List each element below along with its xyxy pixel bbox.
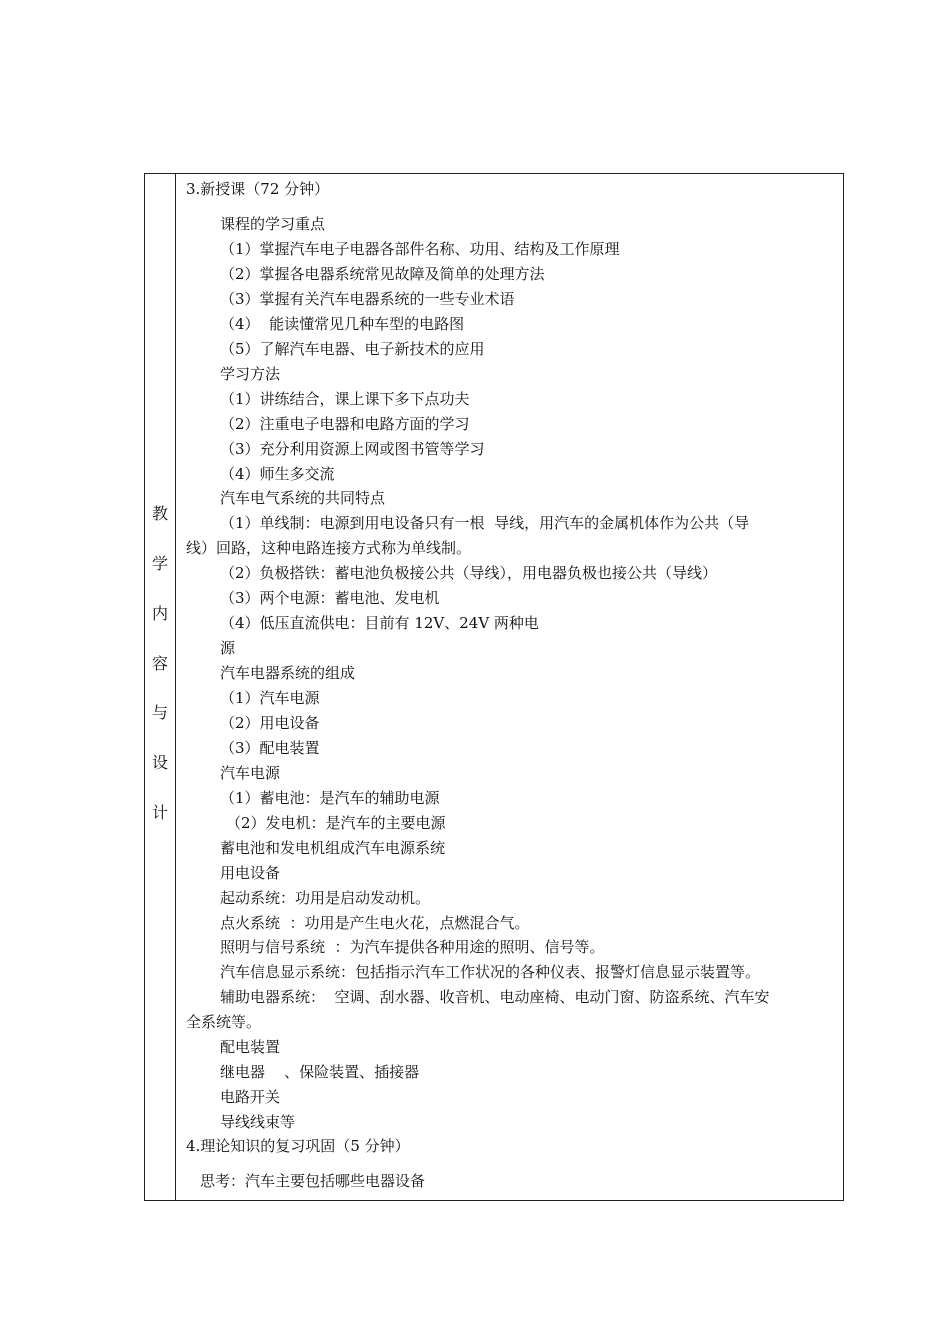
paragraph: 照明与信号系统 ：为汽车提供各种用途的照明、信号等。 <box>220 938 605 956</box>
list-item: （4） 能读懂常见几种车型的电路图 <box>220 315 465 333</box>
list-item-continued: 源 <box>220 639 236 657</box>
paragraph: 点火系统 ：功用是产生电火花，点燃混合气。 <box>220 914 530 932</box>
paragraph: 导线线束等 <box>220 1113 296 1131</box>
heading: 配电装置 <box>220 1038 281 1056</box>
list-item: （1）掌握汽车电子电器各部件名称、功用、结构及工作原理 <box>220 240 620 258</box>
list-item: （1）单线制：电源到用电设备只有一根 导线，用汽车的金属机体作为公共（导 <box>220 514 750 532</box>
paragraph: 辅助电器系统： 空调、刮水器、收音机、电动座椅、电动门窗、防盗系统、汽车安 <box>220 988 770 1006</box>
heading: 课程的学习重点 <box>220 215 326 233</box>
paragraph: 汽车信息显示系统：包括指示汽车工作状况的各种仪表、报警灯信息显示装置等。 <box>220 963 761 981</box>
list-item: （2）负极搭铁：蓄电池负极接公共（导线），用电器负极也接公共（导线） <box>220 564 718 582</box>
paragraph: 蓄电池和发电机组成汽车电源系统 <box>220 839 446 857</box>
list-item: （1）讲练结合，课上课下多下点功夫 <box>220 390 470 408</box>
list-item: （3）配电装置 <box>220 739 320 757</box>
side-label-char: 内 <box>151 604 168 623</box>
thinking-question: 思考：汽车主要包括哪些电器设备 <box>200 1172 426 1190</box>
list-item: （1）蓄电池：是汽车的辅助电源 <box>220 789 440 807</box>
heading: 汽车电器系统的组成 <box>220 664 356 682</box>
list-item: （3）两个电源：蓄电池、发电机 <box>220 589 440 607</box>
list-item: （3）充分利用资源上网或图书管等学习 <box>220 440 485 458</box>
heading: 汽车电源 <box>220 764 281 782</box>
list-item: （2）用电设备 <box>220 714 320 732</box>
list-item: （4）低压直流供电：目前有 12V、24V 两种电 <box>220 614 539 632</box>
content-cell <box>176 174 843 1200</box>
list-item: （2）掌握各电器系统常见故障及简单的处理方法 <box>220 265 545 283</box>
side-label-char: 与 <box>151 703 168 722</box>
side-label-char: 学 <box>151 554 168 573</box>
section-title: 3.新授课（72 分钟） <box>186 180 330 198</box>
heading: 汽车电气系统的共同特点 <box>220 489 386 507</box>
paragraph-continued: 全系统等。 <box>186 1013 262 1031</box>
side-label-char: 设 <box>151 753 168 772</box>
heading: 学习方法 <box>220 365 281 383</box>
side-label-column <box>145 174 175 1200</box>
list-item: （5）了解汽车电器、电子新技术的应用 <box>220 340 485 358</box>
side-label-char: 计 <box>151 803 168 822</box>
paragraph: 电路开关 <box>220 1088 281 1106</box>
list-item: （2）发电机：是汽车的主要电源 <box>226 814 446 832</box>
list-item: （4）师生多交流 <box>220 465 335 483</box>
list-item: （2）注重电子电器和电路方面的学习 <box>220 415 470 433</box>
side-label-char: 容 <box>151 654 168 673</box>
heading: 用电设备 <box>220 864 281 882</box>
lesson-table <box>144 173 844 1201</box>
paragraph: 继电器 、保险装置、插接器 <box>220 1063 420 1081</box>
paragraph: 起动系统：功用是启动发动机。 <box>220 889 431 907</box>
section-title: 4.理论知识的复习巩固（5 分钟） <box>186 1137 410 1155</box>
list-item: （3）掌握有关汽车电器系统的一些专业术语 <box>220 290 515 308</box>
list-item: （1）汽车电源 <box>220 689 320 707</box>
list-item-continued: 线）回路，这种电路连接方式称为单线制。 <box>186 539 472 557</box>
side-label-char: 教 <box>151 504 168 523</box>
